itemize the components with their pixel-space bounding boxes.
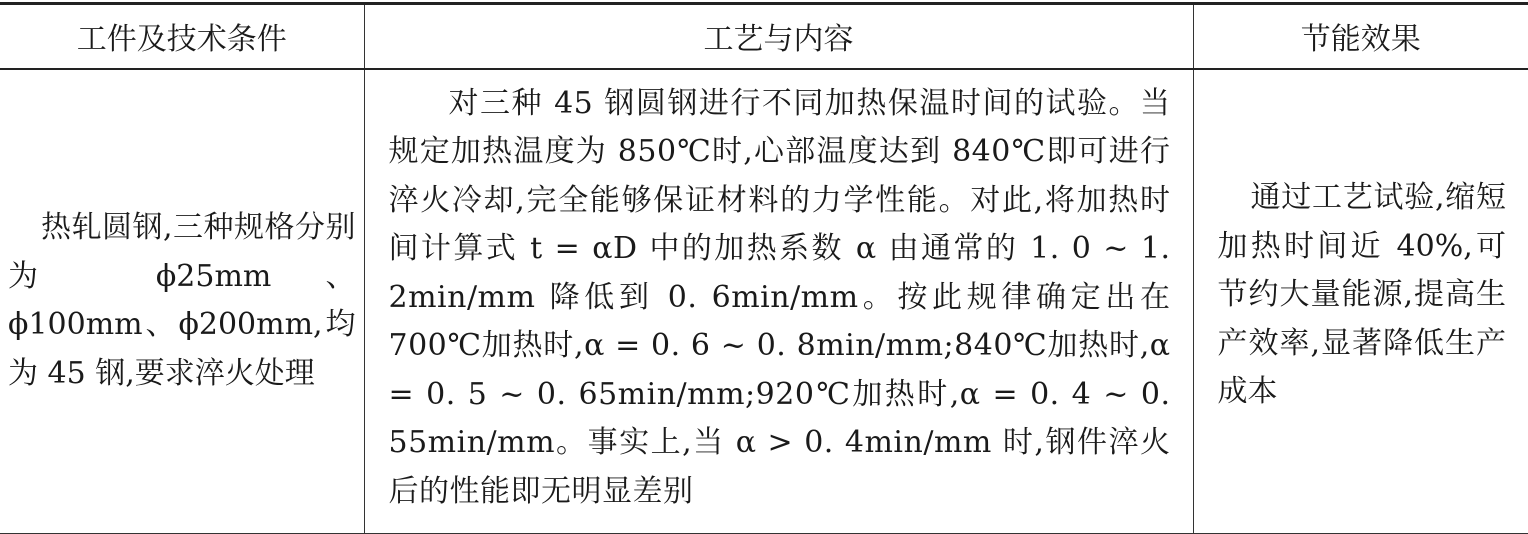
table-row [0,69,1528,534]
effect-text: 通过工艺试验,缩短加热时间近 40%,可节约大量能源,提高生产效率,显著降低生产成本 [1217,180,1506,409]
header-effect: 节能效果 [1193,4,1528,69]
cell-process [364,69,1193,534]
condition-text: 热轧圆钢,三种规格分别为 ϕ25mm、ϕ100mm、ϕ200mm,均为 45 钢,要求淬火处理 [8,210,356,391]
cell-condition [0,69,364,534]
header-condition: 工件及技术条件 [0,4,364,69]
cell-effect [1193,69,1528,534]
process-text: 对三种 45 钢圆钢进行不同加热保温时间的试验。当规定加热温度为 850℃时,心部温度达到 840℃即可进行淬火冷却,完全能够保证材料的力学性能。对此,将加热时间计算式 t = αD 中的加热系数 α 由通常的 1. 0 ~ 1. 2min/mm 降低到 0. 6min/mm。按此规律确定出在 700℃加热时,α = 0. 6 ~ 0. 8min/mm;840℃加热时,α = 0. 5 ~ 0. 65min/mm;920℃加热时,α = 0. 4 ~ 0. 55min/mm。事实上,当 α > 0. 4min/mm 时,钢件淬火后的性能即无明显差别 [388,85,1171,509]
energy-saving-table [0,2,1528,534]
header-process: 工艺与内容 [364,4,1193,69]
table-header-row [0,4,1528,69]
